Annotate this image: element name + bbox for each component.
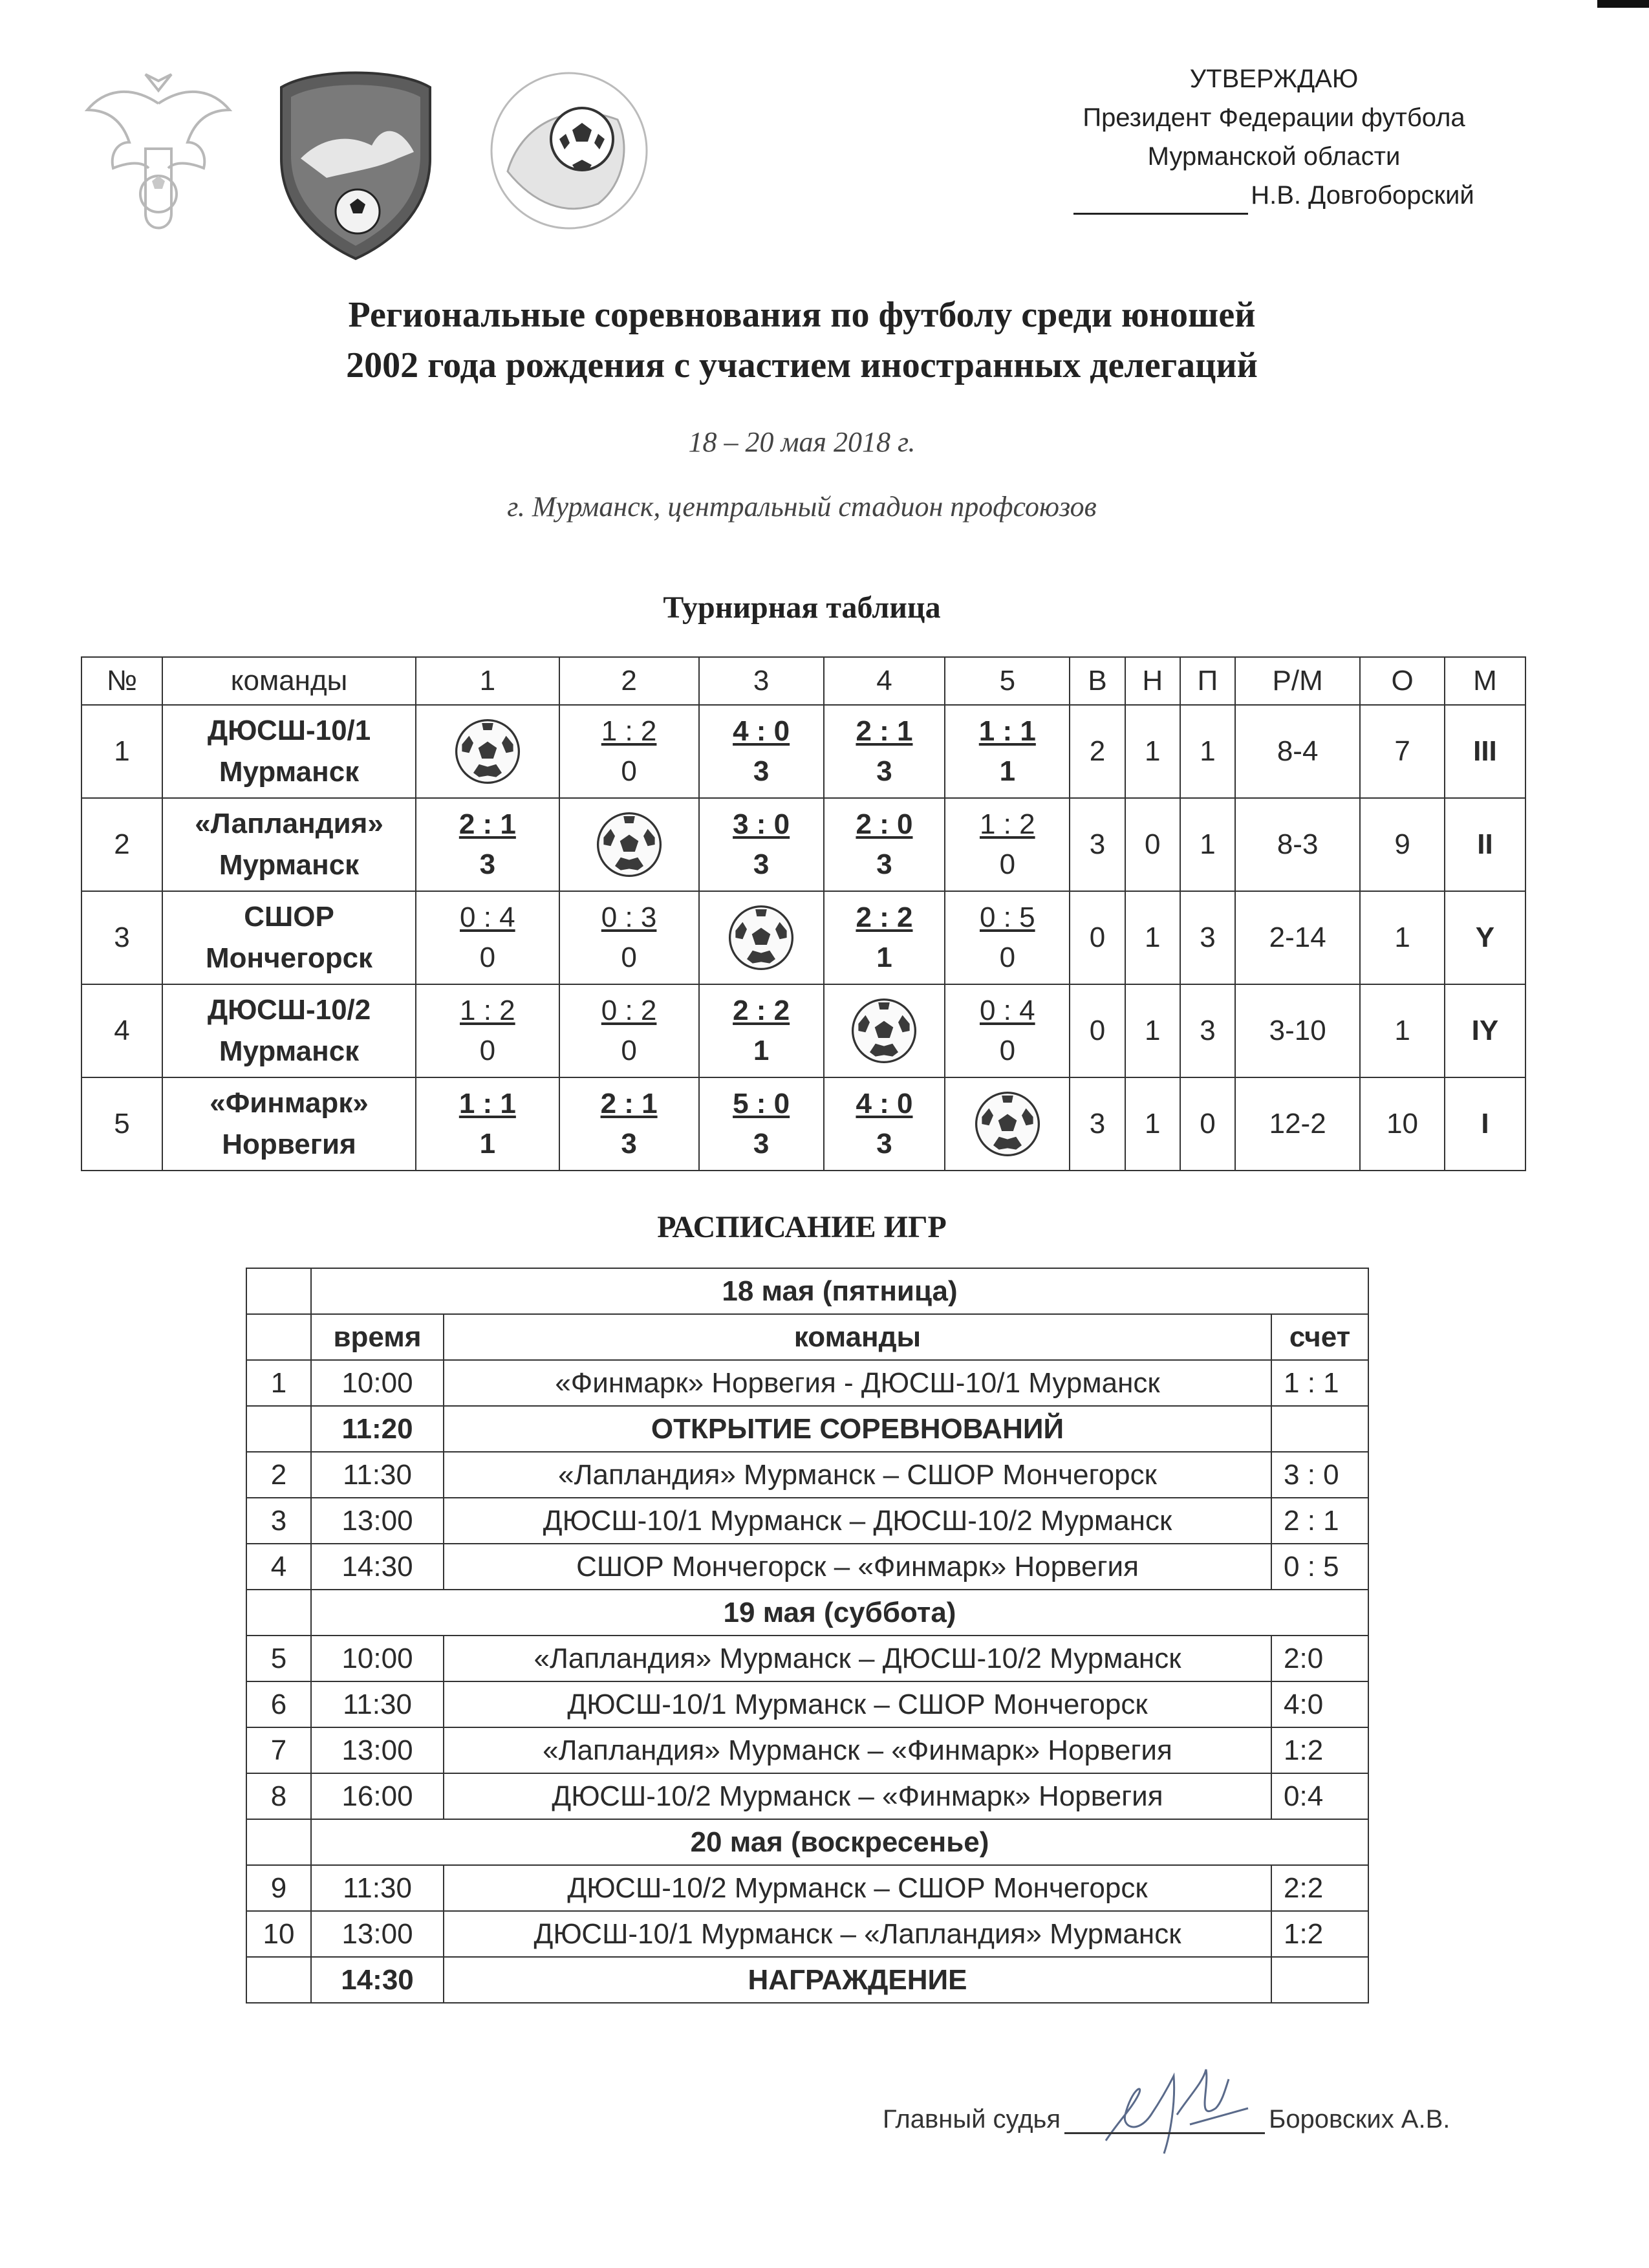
team-city: Мурманск: [219, 1035, 360, 1067]
losses-value: 0: [1180, 1077, 1235, 1171]
approval-heading: УТВЕРЖДАЮ: [1189, 65, 1359, 93]
header-losses: П: [1180, 657, 1235, 705]
match-score: 2 : 1: [600, 1088, 658, 1119]
match-score: 1 : 2: [979, 808, 1035, 840]
standings-title: Турнирная таблица: [663, 590, 941, 625]
match-points: 3: [479, 848, 496, 880]
opening-row: [246, 1406, 1368, 1452]
team-number: 3: [81, 891, 162, 984]
game-time: 11:30: [311, 1681, 444, 1727]
empty-cell: [246, 1957, 311, 2003]
goals-value: 8-3: [1235, 798, 1360, 891]
header-col-2: 2: [559, 657, 699, 705]
result-cell: [699, 798, 824, 891]
self-match-cell: [559, 798, 699, 891]
referee-name: Боровских А.В.: [1269, 2105, 1450, 2133]
game-score: 3 : 0: [1271, 1452, 1368, 1498]
event-dates: 18 – 20 мая 2018 г.: [688, 426, 916, 458]
game-number: 2: [246, 1452, 311, 1498]
goals-value: 3-10: [1235, 984, 1360, 1077]
standings-row: [81, 984, 1525, 1077]
result-cell: [559, 1077, 699, 1171]
place-value: IY: [1445, 984, 1525, 1077]
standings-table: [81, 656, 1526, 1171]
approval-signer: Н.В. Довгоборский: [1251, 181, 1474, 210]
ffmo-logo: [469, 61, 669, 239]
referee-signature-line: [1064, 2106, 1265, 2134]
rfs-eagle-logo: [84, 65, 233, 252]
match-points: 3: [753, 1128, 770, 1160]
match-score: 4 : 0: [733, 715, 790, 747]
match-points: 0: [479, 1035, 496, 1066]
game-number: 7: [246, 1727, 311, 1773]
match-score: 0 : 4: [979, 995, 1035, 1026]
wins-value: 3: [1070, 798, 1125, 891]
result-cell: [416, 891, 559, 984]
result-cell: [699, 1077, 824, 1171]
result-cell: [416, 798, 559, 891]
wins-value: 0: [1070, 984, 1125, 1077]
draws-value: 1: [1125, 1077, 1180, 1171]
draws-value: 1: [1125, 891, 1180, 984]
team-city: Мурманск: [219, 849, 360, 881]
game-score: 1:2: [1271, 1727, 1368, 1773]
referee-label: Главный судья: [883, 2105, 1061, 2133]
match-points: 0: [999, 1035, 1016, 1066]
game-number: 5: [246, 1636, 311, 1681]
day-heading-3: 20 мая (воскресенье): [311, 1819, 1368, 1865]
draws-value: 1: [1125, 984, 1180, 1077]
match-points: 1: [999, 755, 1016, 787]
header-teams: команды: [162, 657, 416, 705]
place-value: III: [1445, 705, 1525, 798]
approval-block: [1048, 59, 1500, 215]
game-match: «Лапландия» Мурманск – СШОР Мончегорск: [444, 1452, 1271, 1498]
result-cell: [945, 984, 1070, 1077]
header-points: О: [1360, 657, 1445, 705]
day-heading-1: 18 мая (пятница): [311, 1268, 1368, 1314]
game-match: ДЮСШ-10/1 Мурманск – СШОР Мончегорск: [444, 1681, 1271, 1727]
game-time: 16:00: [311, 1773, 444, 1819]
header-score: счет: [1271, 1314, 1368, 1360]
game-match: «Лапландия» Мурманск – «Финмарк» Норвегия: [444, 1727, 1271, 1773]
team-number: 1: [81, 705, 162, 798]
place-value: Y: [1445, 891, 1525, 984]
result-cell: [945, 705, 1070, 798]
self-match-cell: [699, 891, 824, 984]
team-cell: [162, 798, 416, 891]
soccer-ball-icon: [848, 995, 920, 1066]
header-wins: В: [1070, 657, 1125, 705]
game-row: [246, 1544, 1368, 1590]
match-points: 3: [753, 848, 770, 880]
schedule-header-row: [246, 1314, 1368, 1360]
match-score: 1 : 2: [601, 715, 657, 747]
team-cell: [162, 891, 416, 984]
game-number: 1: [246, 1360, 311, 1406]
standings-row: [81, 798, 1525, 891]
result-cell: [824, 891, 945, 984]
match-score: 2 : 0: [856, 808, 913, 840]
header-draws: Н: [1125, 657, 1180, 705]
header-col-1: 1: [416, 657, 559, 705]
scan-corner-mark: [1597, 0, 1649, 8]
result-cell: [416, 1077, 559, 1171]
team-cell: [162, 984, 416, 1077]
standings-header-row: [81, 657, 1525, 705]
match-score: 1 : 2: [460, 995, 515, 1026]
team-number: 2: [81, 798, 162, 891]
match-score: 2 : 2: [856, 902, 913, 933]
game-score: 1:2: [1271, 1911, 1368, 1957]
game-time: 13:00: [311, 1727, 444, 1773]
match-points: 0: [999, 942, 1016, 973]
team-cell: [162, 705, 416, 798]
match-score: 5 : 0: [733, 1088, 790, 1119]
header-goals: Р/М: [1235, 657, 1360, 705]
points-value: 9: [1360, 798, 1445, 891]
approval-position: Президент Федерации футбола: [1083, 103, 1465, 132]
match-points: 3: [753, 755, 770, 787]
game-row: [246, 1911, 1368, 1957]
place-value: I: [1445, 1077, 1525, 1171]
team-name: ДЮСШ-10/1: [207, 715, 371, 746]
match-points: 3: [876, 848, 892, 880]
header-col-5: 5: [945, 657, 1070, 705]
schedule-table: [246, 1268, 1369, 2003]
result-cell: [559, 891, 699, 984]
schedule-title: РАСПИСАНИЕ ИГР: [657, 1210, 947, 1244]
result-cell: [699, 705, 824, 798]
match-points: 3: [621, 1128, 637, 1160]
result-cell: [559, 705, 699, 798]
game-time: 11:30: [311, 1452, 444, 1498]
game-score: 2:2: [1271, 1865, 1368, 1911]
team-cell: [162, 1077, 416, 1171]
team-name: «Лапландия»: [195, 808, 383, 839]
header-col-4: 4: [824, 657, 945, 705]
losses-value: 1: [1180, 798, 1235, 891]
empty-cell: [246, 1406, 311, 1452]
team-city: Норвегия: [222, 1129, 356, 1160]
signature-line: [1073, 187, 1248, 215]
match-score: 0 : 3: [601, 902, 657, 933]
result-cell: [824, 798, 945, 891]
standings-row: [81, 1077, 1525, 1171]
game-match: СШОР Мончегорск – «Финмарк» Норвегия: [444, 1544, 1271, 1590]
game-number: 9: [246, 1865, 311, 1911]
match-points: 0: [621, 755, 637, 787]
approval-signature-row: [1048, 176, 1500, 215]
day-row: [246, 1590, 1368, 1636]
event-place: г. Мурманск, центральный стадион профсоюзов: [507, 491, 1097, 523]
game-match: ДЮСШ-10/1 Мурманск – «Лапландия» Мурманск: [444, 1911, 1271, 1957]
game-time: 14:30: [311, 1544, 444, 1590]
losses-value: 1: [1180, 705, 1235, 798]
title-line-2: 2002 года рождения с участием иностранных делегаций: [346, 345, 1258, 385]
standings-row: [81, 705, 1525, 798]
draws-value: 0: [1125, 798, 1180, 891]
empty-cell: [246, 1819, 311, 1865]
game-row: [246, 1498, 1368, 1544]
team-name: ДЮСШ-10/2: [207, 994, 371, 1026]
match-points: 0: [479, 942, 496, 973]
game-row: [246, 1360, 1368, 1406]
match-score: 4 : 0: [856, 1088, 913, 1119]
game-number: 6: [246, 1681, 311, 1727]
result-cell: [945, 798, 1070, 891]
game-score: 2:0: [1271, 1636, 1368, 1681]
match-score: 2 : 1: [458, 808, 516, 840]
game-number: 4: [246, 1544, 311, 1590]
game-match: ДЮСШ-10/2 Мурманск – «Финмарк» Норвегия: [444, 1773, 1271, 1819]
result-cell: [824, 705, 945, 798]
wins-value: 2: [1070, 705, 1125, 798]
self-match-cell: [824, 984, 945, 1077]
header-col-3: 3: [699, 657, 824, 705]
szfo-logo: [275, 61, 436, 265]
game-number: 3: [246, 1498, 311, 1544]
losses-value: 3: [1180, 891, 1235, 984]
team-name: СШОР: [244, 901, 334, 933]
game-match: ДЮСШ-10/2 Мурманск – СШОР Мончегорск: [444, 1865, 1271, 1911]
referee-block: [883, 2105, 1529, 2134]
team-city: Мончегорск: [205, 942, 373, 974]
match-points: 3: [876, 1128, 892, 1160]
points-value: 1: [1360, 891, 1445, 984]
empty-cell: [246, 1268, 311, 1314]
game-row: [246, 1681, 1368, 1727]
standings-row: [81, 891, 1525, 984]
points-value: 7: [1360, 705, 1445, 798]
approval-region: Мурманской области: [1147, 142, 1401, 171]
match-points: 1: [753, 1035, 770, 1066]
game-match: «Лапландия» Мурманск – ДЮСШ-10/2 Мурманск: [444, 1636, 1271, 1681]
game-number: 8: [246, 1773, 311, 1819]
opening-time: 11:20: [311, 1406, 444, 1452]
match-score: 2 : 2: [733, 995, 790, 1026]
match-points: 0: [621, 1035, 637, 1066]
header-time: время: [311, 1314, 444, 1360]
opening-label: ОТКРЫТИЕ СОРЕВНОВАНИЙ: [444, 1406, 1271, 1452]
match-score: 1 : 1: [978, 715, 1036, 747]
day-row: [246, 1819, 1368, 1865]
goals-value: 8-4: [1235, 705, 1360, 798]
game-row: [246, 1727, 1368, 1773]
game-time: 10:00: [311, 1360, 444, 1406]
result-cell: [416, 984, 559, 1077]
game-match: «Финмарк» Норвегия - ДЮСШ-10/1 Мурманск: [444, 1360, 1271, 1406]
match-score: 0 : 2: [601, 995, 657, 1026]
title-line-1: Региональные соревнования по футболу среди юношей: [348, 295, 1256, 335]
closing-time: 14:30: [311, 1957, 444, 2003]
goals-value: 2-14: [1235, 891, 1360, 984]
match-score: 0 : 4: [460, 902, 515, 933]
game-number: 10: [246, 1911, 311, 1957]
empty-cell: [1271, 1406, 1368, 1452]
team-number: 4: [81, 984, 162, 1077]
result-cell: [945, 891, 1070, 984]
game-time: 13:00: [311, 1911, 444, 1957]
closing-label: НАГРАЖДЕНИЕ: [444, 1957, 1271, 2003]
points-value: 1: [1360, 984, 1445, 1077]
game-row: [246, 1773, 1368, 1819]
self-match-cell: [416, 705, 559, 798]
match-points: 1: [876, 942, 892, 973]
game-score: 1 : 1: [1271, 1360, 1368, 1406]
header-place: М: [1445, 657, 1525, 705]
day-heading-2: 19 мая (суббота): [311, 1590, 1368, 1636]
team-number: 5: [81, 1077, 162, 1171]
game-score: 0:4: [1271, 1773, 1368, 1819]
match-points: 0: [999, 848, 1016, 880]
game-time: 13:00: [311, 1498, 444, 1544]
match-score: 0 : 5: [979, 902, 1035, 933]
match-score: 2 : 1: [856, 715, 913, 747]
match-score: 3 : 0: [733, 808, 790, 840]
match-score: 1 : 1: [458, 1088, 516, 1119]
wins-value: 0: [1070, 891, 1125, 984]
closing-row: [246, 1957, 1368, 2003]
result-cell: [559, 984, 699, 1077]
soccer-ball-icon: [452, 716, 523, 787]
losses-value: 3: [1180, 984, 1235, 1077]
game-row: [246, 1636, 1368, 1681]
document-title: [0, 290, 1604, 391]
game-score: 2 : 1: [1271, 1498, 1368, 1544]
goals-value: 12-2: [1235, 1077, 1360, 1171]
points-value: 10: [1360, 1077, 1445, 1171]
empty-cell: [246, 1314, 311, 1360]
game-match: ДЮСШ-10/1 Мурманск – ДЮСШ-10/2 Мурманск: [444, 1498, 1271, 1544]
game-row: [246, 1452, 1368, 1498]
game-time: 11:30: [311, 1865, 444, 1911]
team-city: Мурманск: [219, 756, 360, 788]
game-time: 10:00: [311, 1636, 444, 1681]
standings-body: [81, 705, 1525, 1171]
empty-cell: [1271, 1957, 1368, 2003]
game-row: [246, 1865, 1368, 1911]
wins-value: 3: [1070, 1077, 1125, 1171]
soccer-ball-icon: [726, 902, 797, 973]
self-match-cell: [945, 1077, 1070, 1171]
game-score: 4:0: [1271, 1681, 1368, 1727]
match-points: 1: [479, 1128, 496, 1160]
place-value: II: [1445, 798, 1525, 891]
match-points: 0: [621, 942, 637, 973]
team-name: «Финмарк»: [210, 1087, 369, 1119]
empty-cell: [246, 1590, 311, 1636]
match-points: 3: [876, 755, 892, 787]
draws-value: 1: [1125, 705, 1180, 798]
day-row: [246, 1268, 1368, 1314]
header-teams: команды: [444, 1314, 1271, 1360]
soccer-ball-icon: [972, 1088, 1043, 1160]
result-cell: [699, 984, 824, 1077]
game-score: 0 : 5: [1271, 1544, 1368, 1590]
header-num: №: [81, 657, 162, 705]
result-cell: [824, 1077, 945, 1171]
soccer-ball-icon: [594, 809, 665, 880]
